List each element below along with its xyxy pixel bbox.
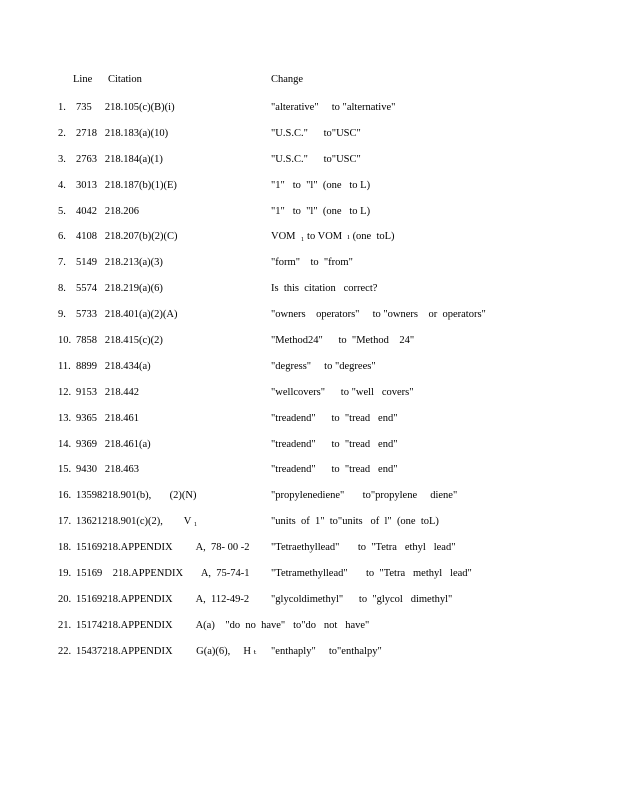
header-change: Change [271, 74, 304, 85]
row-number: 10. [58, 335, 72, 347]
row-number: 19. [58, 568, 72, 580]
row-citation: 7858 218.415(c)(2) [76, 335, 163, 347]
row-citation: 5574 218.219(a)(6) [76, 283, 163, 295]
row-number: 21. [58, 619, 72, 631]
table-row [0, 153, 618, 179]
row-change: "wellcovers" to "well covers" [271, 386, 414, 398]
row-number: 12. [58, 386, 72, 398]
row-number: 18. [58, 542, 72, 554]
row-citation: 9365 218.461 [76, 412, 139, 424]
row-citation: 4042 218.206 [76, 205, 139, 217]
row-number: 22. [58, 645, 72, 657]
row-citation: 2718 218.183(a)(10) [76, 127, 169, 139]
row-number: 1. [58, 102, 66, 113]
row-number: 11. [58, 360, 71, 372]
row-change: "propylenediene" to"propylene diene" [271, 490, 458, 502]
row-change: "alterative" to "alternative" [271, 102, 396, 113]
table-row [0, 489, 618, 515]
row-number: 2. [58, 127, 66, 139]
row-citation: 735 218.105(c)(B)(i) [76, 102, 175, 113]
row-number: 6. [58, 231, 66, 243]
row-change: "1" to "l" (one to L) [271, 205, 371, 217]
row-citation: 3013 218.187(b)(1)(E) [76, 179, 177, 191]
row-citation: 5733 218.401(a)(2)(A) [76, 309, 178, 321]
row-change: "units of 1" to"units of l" (one toL) [271, 516, 439, 528]
row-citation: 15169218.APPENDIX A, 112-49-2 [76, 593, 250, 605]
table-row [0, 360, 618, 386]
row-change: "owners operators" to "owners or operators" [271, 309, 486, 321]
table-row [0, 127, 618, 153]
table-row [0, 593, 618, 619]
row-change: "degress" to "degrees" [271, 360, 376, 372]
table-row [0, 386, 618, 412]
row-number: 4. [58, 179, 66, 191]
row-citation: 4108 218.207(b)(2)(C) [76, 231, 178, 243]
row-change: "treadend" to "tread end" [271, 438, 398, 450]
table-row [0, 463, 618, 489]
table-row [0, 438, 618, 464]
row-change: "treadend" to "tread end" [271, 464, 398, 476]
table-row [0, 515, 618, 541]
table-row [0, 230, 618, 256]
header-line: Line [73, 74, 93, 85]
row-citation: 5149 218.213(a)(3) [76, 257, 163, 269]
row-citation: 15169218.APPENDIX A, 78- 00 -2 [76, 542, 250, 554]
row-change: "Method24" to "Method 24" [271, 335, 415, 347]
header-citation: Citation [108, 74, 142, 85]
row-change: "Tetramethyllead" to "Tetra methyl lead" [271, 568, 472, 580]
row-citation: 9430 218.463 [76, 464, 139, 476]
row-citation: 13598218.901(b), (2)(N) [76, 490, 197, 502]
table-row [0, 101, 618, 127]
row-number: 5. [58, 205, 66, 217]
table-row [0, 179, 618, 205]
row-change: "enthaply" to"enthalpy" [271, 645, 382, 657]
row-number: 15. [58, 464, 72, 476]
row-number: 20. [58, 593, 72, 605]
row-citation: 2763 218.184(a)(1) [76, 153, 163, 165]
corrections-list [0, 101, 618, 671]
table-header [0, 74, 618, 88]
row-change: "form" to "from" [271, 257, 353, 269]
row-number: 3. [58, 153, 66, 165]
table-row [0, 308, 618, 334]
table-row [0, 645, 618, 671]
row-number: 13. [58, 412, 72, 424]
table-row [0, 334, 618, 360]
table-row [0, 256, 618, 282]
row-citation: 15437218.APPENDIX G(a)(6), H ₜ [76, 645, 257, 657]
table-row [0, 619, 618, 645]
row-number: 8. [58, 283, 66, 295]
row-citation: 15174218.APPENDIX A(a) "do no have" to"do not have" [76, 619, 370, 631]
table-row [0, 567, 618, 593]
row-number: 14. [58, 438, 72, 450]
row-change: Is this citation correct? [271, 283, 378, 295]
row-citation: 9153 218.442 [76, 386, 139, 398]
row-citation: 13621218.901(c)(2), V ₁ [76, 516, 198, 528]
row-number: 9. [58, 309, 66, 321]
row-citation: 15169 218.APPENDIX A, 75-74-1 [76, 568, 250, 580]
row-change: "1" to "l" (one to L) [271, 179, 371, 191]
row-number: 7. [58, 257, 66, 269]
row-change: "U.S.C." to"USC" [271, 153, 361, 165]
row-change: "Tetraethyllead" to "Tetra ethyl lead" [271, 542, 456, 554]
row-citation: 9369 218.461(a) [76, 438, 151, 450]
row-change: VOM ₁ to VOM ₗ (one toL) [271, 231, 395, 243]
table-row [0, 412, 618, 438]
table-row [0, 541, 618, 567]
row-change: "treadend" to "tread end" [271, 412, 398, 424]
row-number: 17. [58, 516, 72, 528]
row-change: "U.S.C." to"USC" [271, 127, 361, 139]
table-row [0, 282, 618, 308]
row-citation: 8899 218.434(a) [76, 360, 151, 372]
row-number: 16. [58, 490, 72, 502]
row-change: "glycoldimethyl" to "glycol dimethyl" [271, 593, 453, 605]
table-row [0, 205, 618, 231]
